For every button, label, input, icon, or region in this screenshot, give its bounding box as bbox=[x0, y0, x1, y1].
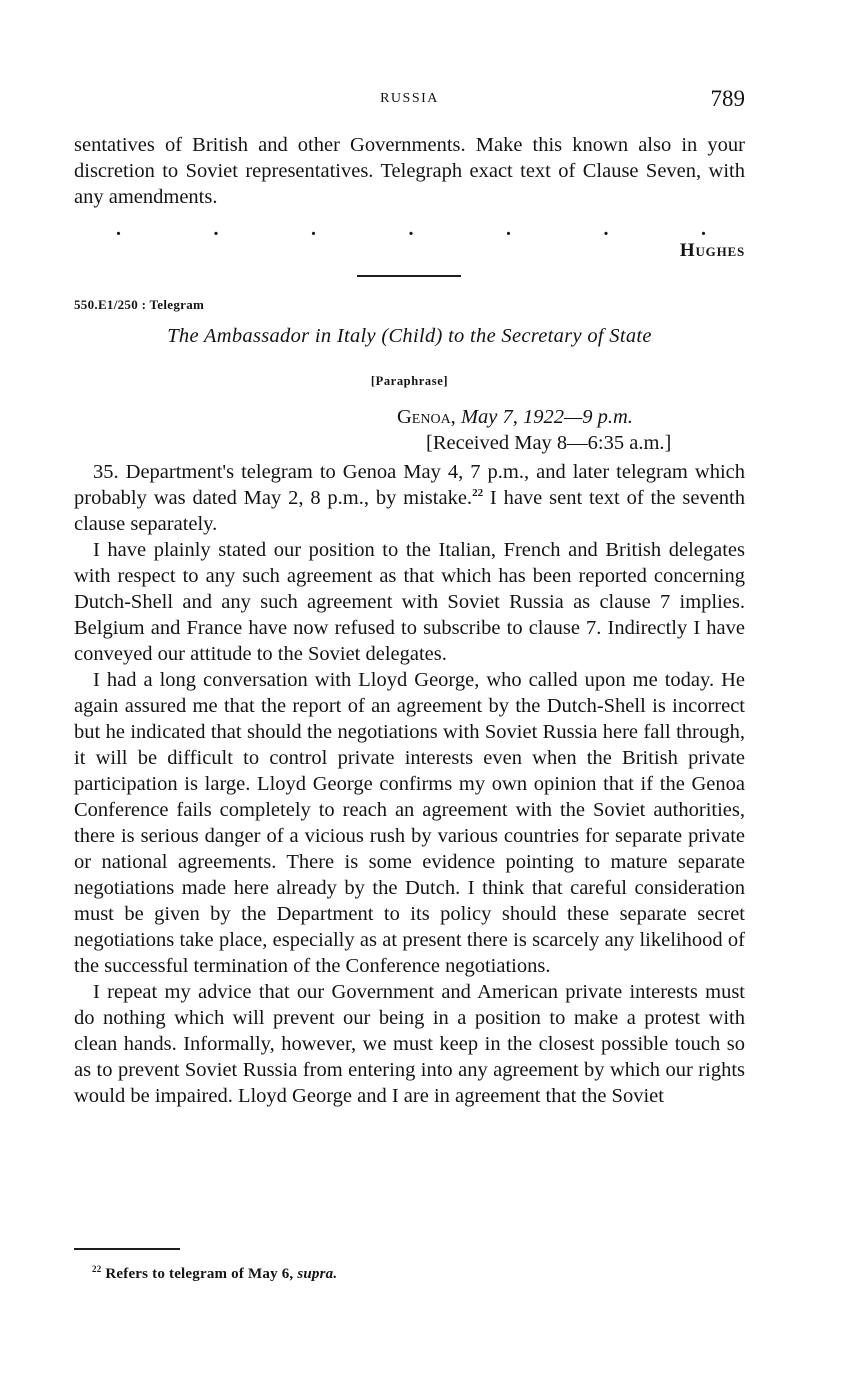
dateline-date: May 7, 1922—9 p.m. bbox=[460, 406, 633, 428]
paragraph-1-text-end: I have sent text of the seventh clause separately. bbox=[74, 487, 745, 535]
footnote-emphasis: supra. bbox=[297, 1266, 338, 1282]
footnote bbox=[92, 1266, 337, 1283]
received-note: [Received May 8—6:35 a.m.] bbox=[426, 432, 672, 454]
continuation-paragraph bbox=[74, 132, 745, 210]
omission-marks bbox=[116, 218, 706, 241]
telegram-body bbox=[74, 459, 745, 1109]
document-heading: The Ambassador in Italy (Child) to the Secretary of State bbox=[167, 325, 652, 347]
running-head bbox=[74, 88, 745, 114]
dateline bbox=[397, 406, 633, 429]
paragraph-text: sentatives of British and other Governments. Make this known also in your discretion to Soviet representatives. Telegraph exact text of Clause Seven, with any amendments. bbox=[74, 134, 745, 208]
omission-dot: . bbox=[506, 218, 511, 240]
file-reference: 550.E1/250 : Telegram bbox=[74, 297, 205, 312]
paragraph-1 bbox=[74, 459, 745, 537]
running-title: RUSSIA bbox=[380, 91, 439, 106]
paragraph-4: I repeat my advice that our Government and American private interests must do nothing which will prevent our being in a position to make a protest with clean hands. Informally, however, we must keep in the closest possible touch so as to prevent Soviet Russia from entering into any agreement by which our rights would be impaired. Lloyd George and I are in agreement that the Soviet bbox=[74, 981, 745, 1107]
omission-dot: . bbox=[116, 218, 121, 240]
footnote-reference[interactable]: 22 bbox=[472, 487, 484, 500]
paragraph-2: I have plainly stated our position to the Italian, French and British delegates with respect to any such agreement as that which has been reported concerning Dutch-Shell and any such agreement with Soviet Russia as clause 7 implies. Belgium and France have now refused to subscribe to clause 7. Indirectly I have conveyed our attitude to the Soviet delegates. bbox=[74, 539, 745, 665]
omission-dot: . bbox=[603, 218, 609, 240]
page-number: 789 bbox=[710, 86, 745, 111]
paragraph-3: I had a long conversation with Lloyd George, who called upon me today. He again assured me that the report of an agreement by the Dutch-Shell is incorrect but he indicated that should the negotiations with Soviet Russia here fall through, it will be difficult to control private interests even when the British private participation is large. Lloyd George confirms my own opinion that if the Genoa Conference fails completely to reach an agreement with the Soviet authorities, there is serious danger of a vicious rush by various countries for separate private or national agreements. There is some evidence pointing to mature separate negotiations made here already by the Dutch. I think that careful consideration must be given by the Department to its policy should these separate secret negotiations take place, especially as at present there is scarcely any likelihood of the successful termination of the Conference negotiations. bbox=[74, 669, 745, 977]
omission-dot: . bbox=[213, 218, 219, 240]
signature: Hughes bbox=[679, 240, 745, 261]
paraphrase-label: [Paraphrase] bbox=[370, 374, 449, 388]
omission-dot: . bbox=[408, 218, 414, 240]
paragraph-1-text: 35. Department's telegram to Genoa May 4, 7 p.m., and later telegram which probably was dated May 2, 8 p.m., by mistake. bbox=[74, 461, 745, 509]
footnote-divider bbox=[74, 1248, 180, 1250]
section-divider bbox=[357, 275, 461, 277]
omission-dot: . bbox=[311, 218, 316, 240]
footnote-marker: 22 bbox=[92, 1264, 102, 1274]
dateline-place: Genoa, bbox=[397, 406, 456, 428]
omission-dot: . bbox=[701, 218, 706, 240]
footnote-text: Refers to telegram of May 6, bbox=[105, 1266, 294, 1282]
